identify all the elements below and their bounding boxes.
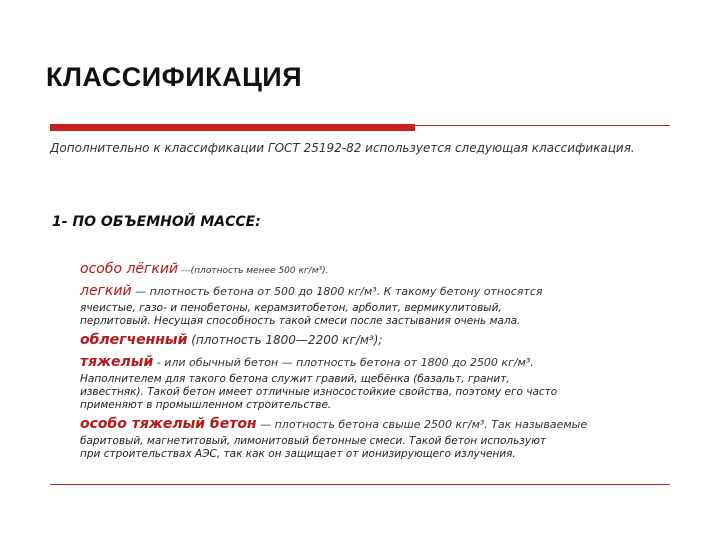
title-underline-thick	[50, 124, 415, 131]
item-description: - или обычный бетон — плотность бетона от 1800 до 2500 кг/м³.	[153, 356, 534, 369]
list-item-extra-heavy	[80, 413, 680, 461]
item-term: тяжелый	[80, 354, 154, 370]
item-description: — плотность бетона свыше 2500 кг/м³. Так называемые	[256, 418, 588, 431]
item-detail-line: применяют в промышленном строительстве.	[80, 399, 332, 411]
item-description: ---(плотность менее 500 кг/м³).	[178, 266, 329, 276]
list-item-extra-light	[80, 258, 680, 281]
slide-title: КЛАССИФИКАЦИЯ	[46, 62, 303, 92]
title-underline-thin	[415, 125, 670, 126]
item-term: особо тяжелый бетон	[80, 416, 257, 432]
item-detail-line: перлитовый. Несущая способность такой смеси после застывания очень мала.	[80, 315, 521, 327]
list-item-heavy	[80, 351, 680, 412]
item-detail-line: Наполнителем для такого бетона служит гравий, щебёнка (базальт, гранит,	[80, 373, 510, 385]
intro-paragraph: Дополнительно к классификации ГОСТ 25192-82 используется следующая классификация.	[50, 141, 635, 155]
item-detail-line: при строительствах АЭС, так как он защищает от ионизирующего излучения.	[80, 448, 516, 460]
item-description: — плотность бетона от 500 до 1800 кг/м³. К такому бетону относятся	[131, 285, 543, 298]
item-term: особо лёгкий	[80, 261, 179, 277]
item-detail-line: ячеистые, газо- и пенобетоны, керамзитобетон, арболит, вермикулитовый,	[80, 302, 502, 314]
section-heading: 1- ПО ОБЪЕМНОЙ МАССЕ:	[52, 214, 261, 230]
list-item-light	[80, 280, 680, 328]
footer-divider	[50, 484, 670, 485]
item-term: облегченный	[80, 332, 188, 348]
list-item-lightweight	[80, 329, 680, 350]
item-detail-line: известняк). Такой бетон имеет отличные износостойкие свойства, поэтому его часто	[80, 386, 558, 398]
item-detail-line: баритовый, магнетитовый, лимонитовый бетонные смеси. Такой бетон используют	[80, 435, 547, 447]
item-description: (плотность 1800—2200 кг/м³);	[187, 333, 383, 347]
item-term: легкий	[80, 283, 132, 299]
